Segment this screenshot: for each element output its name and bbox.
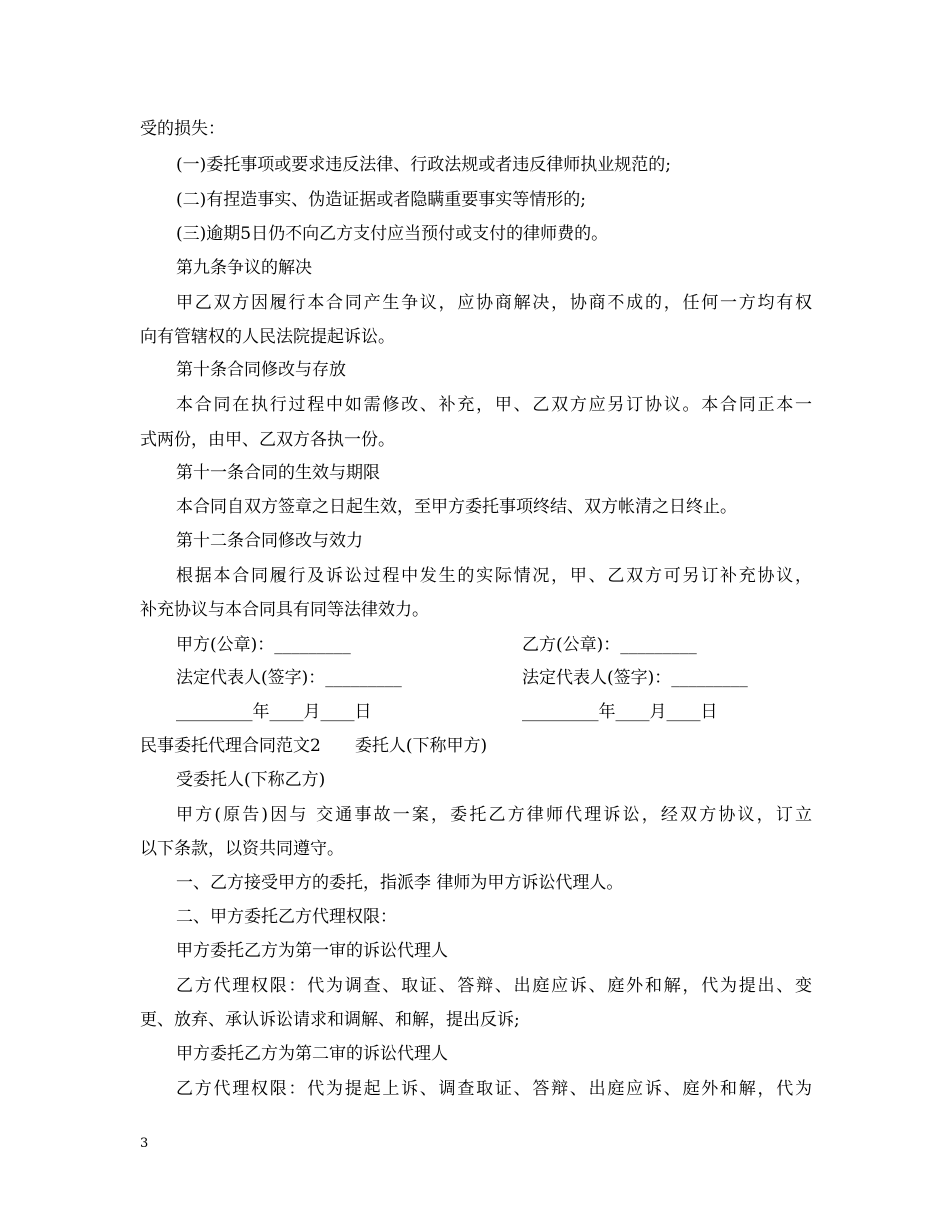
paragraph-line: 甲方委托乙方为第一审的诉讼代理人 [176,941,448,961]
page-number: 3 [140,1136,149,1151]
paragraph-line: 甲乙双方因履行本合同产生争议，应协商解决，协商不成的，任何一方均有权 [176,293,812,313]
clause-item-3: (三)逾期5日仍不向乙方支付应当预付或支付的律师费的。 [176,224,609,244]
paragraph-line: 乙方代理权限：代为调查、取证、答辩、出庭应诉、庭外和解，代为提出、变 [176,976,812,996]
paragraph-line: 二、甲方委托乙方代理权限： [176,907,397,927]
clause-item-1: (一)委托事项或要求违反法律、行政法规或者违反律师执业规范的; [176,155,671,175]
paragraph-line: 乙方代理权限：代为提起上诉、调查取证、答辩、出庭应诉、庭外和解，代为 [176,1079,812,1099]
section-heading: 第十一条合同的生效与期限 [176,463,380,483]
paragraph-line: 甲方(原告)因与 交通事故一案，委托乙方律师代理诉讼，经双方协议，订立 [176,805,812,825]
party-b-date-line: _________年____月____日 [522,702,718,722]
paragraph-line: 受委托人(下称乙方) [176,770,326,790]
paragraph-line: 根据本合同履行及诉讼过程中发生的实际情况，甲、乙双方可另订补充协议， [176,566,812,586]
paragraph-line: 一、乙方接受甲方的委托，指派李 律师为甲方诉讼代理人。 [176,873,624,893]
paragraph-line: 更、放弃、承认诉讼请求和调解、和解，提出反诉; [140,1010,520,1030]
paragraph-line: 以下条款，以资共同遵守。 [140,839,344,859]
document-title: 民事委托代理合同范文2 委托人(下称甲方) [140,736,488,756]
party-a-seal-line: 甲方(公章)：_________ [176,635,351,655]
paragraph-line: 本合同在执行过程中如需修改、补充，甲、乙双方应另订协议。本合同正本一 [176,395,812,415]
paragraph-line: 受的损失： [140,119,225,139]
paragraph-line: 向有管辖权的人民法院提起诉讼。 [140,327,395,347]
party-b-rep-line: 法定代表人(签字)：_________ [522,668,748,688]
party-a-rep-line: 法定代表人(签字)：_________ [176,668,402,688]
party-a-date-line: _________年____月____日 [176,702,372,722]
section-heading: 第十条合同修改与存放 [176,360,346,380]
paragraph-line: 式两份，由甲、乙双方各执一份。 [140,430,395,450]
paragraph-line: 甲方委托乙方为第二审的诉讼代理人 [176,1044,448,1064]
party-b-seal-line: 乙方(公章)：_________ [522,635,697,655]
paragraph-line: 补充协议与本合同具有同等法律效力。 [140,600,429,620]
section-heading: 第九条争议的解决 [176,258,312,278]
paragraph-line: 本合同自双方签章之日起生效，至甲方委托事项终结、双方帐清之日终止。 [176,497,737,517]
clause-item-2: (二)有捏造事实、伪造证据或者隐瞒重要事实等情形的; [176,190,586,210]
section-heading: 第十二条合同修改与效力 [176,531,363,551]
